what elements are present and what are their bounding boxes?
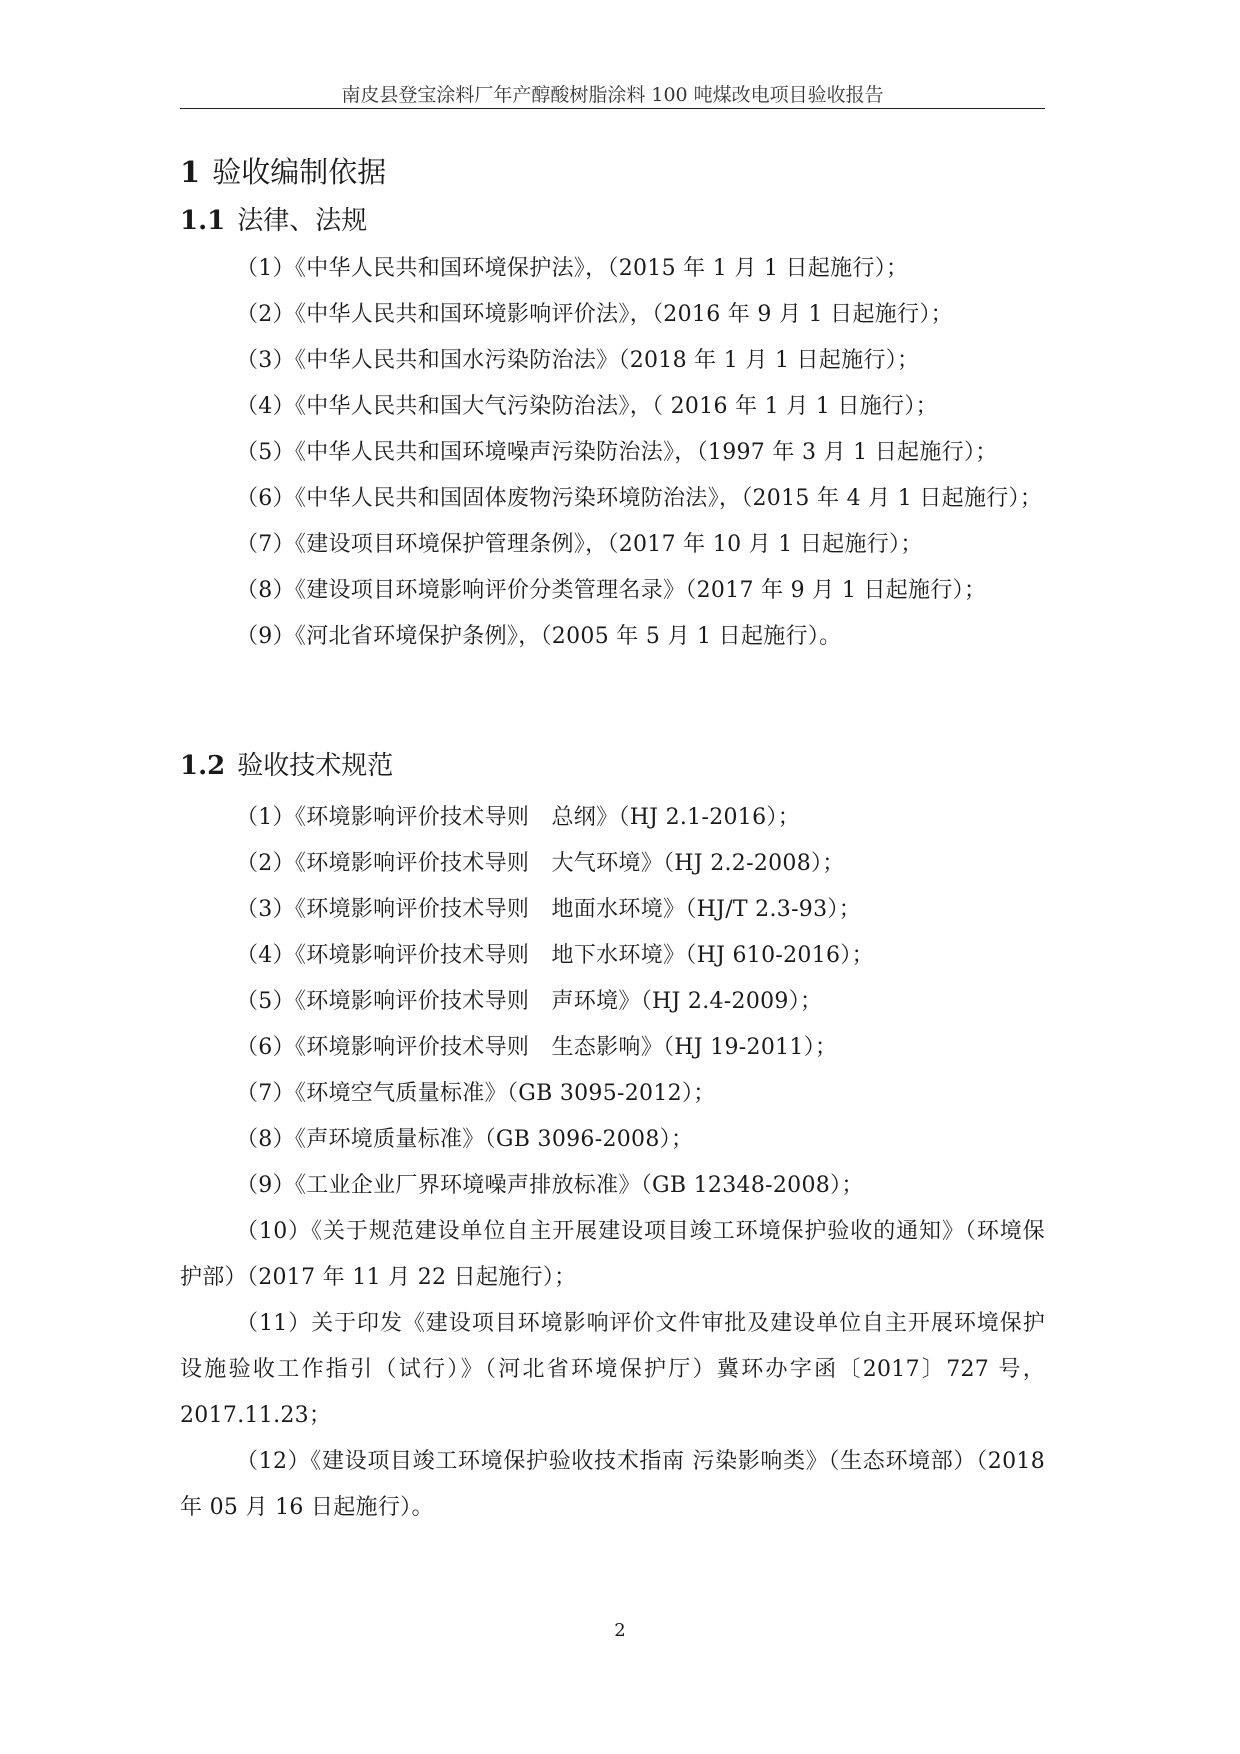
list-item: （6）《中华人民共和国固体废物污染环境防治法》，（2015 年 4 月 1 日起施行）； [236, 486, 1043, 511]
list-item: （8）《声环境质量标准》（GB 3096-2008）； [236, 1127, 694, 1152]
running-header: 南皮县登宝涂料厂年产醇酸树脂涂料 100 吨煤改电项目验收报告 [341, 84, 884, 106]
list-item: （3）《环境影响评价技术导则 地面水环境》（HJ/T 2.3-93）； [236, 897, 861, 922]
list-item: （11）关于印发《建设项目环境影响评价文件审批及建设单位自主开展环境保护设施验收工作指引（试行）》（河北省环境保护厅）冀环办字函〔2017〕727 号，2017.11.23； [180, 1311, 1045, 1428]
section-heading-1 [180, 150, 386, 191]
section-number: 1 [180, 155, 201, 189]
list-item: （2）《环境影响评价技术导则 大气环境》（HJ 2.2-2008）； [236, 851, 845, 876]
list-item: （5）《中华人民共和国环境噪声污染防治法》，（1997 年 3 月 1 日起施行）； [236, 440, 998, 465]
list-item: （1）《环境影响评价技术导则 总纲》（HJ 2.1-2016）； [236, 805, 801, 830]
header-divider [180, 108, 1045, 109]
list-item: （7）《环境空气质量标准》（GB 3095-2012）； [236, 1081, 716, 1106]
laws-regulations-list [180, 246, 1045, 660]
list-item: （9）《工业企业厂界环境噪声排放标准》（GB 12348-2008）； [236, 1173, 864, 1198]
list-item: （10）《关于规范建设单位自主开展建设项目竣工环境保护验收的通知》（环境保护部）（2017 年 11 月 22 日起施行）； [180, 1219, 1045, 1290]
section-number: 1.2 [180, 751, 226, 781]
list-item: （6）《环境影响评价技术导则 生态影响》（HJ 19-2011）； [236, 1035, 838, 1060]
list-item: （2）《中华人民共和国环境影响评价法》，（2016 年 9 月 1 日起施行）； [236, 302, 953, 327]
section-title: 验收技术规范 [237, 751, 394, 781]
section-title: 法律、法规 [237, 206, 368, 236]
list-item: （12）《建设项目竣工环境保护验收技术指南 污染影响类》（生态环境部）（2018 年 05 月 16 日起施行）。 [180, 1449, 1045, 1520]
list-item: （8）《建设项目环境影响评价分类管理名录》（2017 年 9 月 1 日起施行）； [236, 578, 987, 603]
list-item: （3）《中华人民共和国水污染防治法》（2018 年 1 月 1 日起施行）； [236, 348, 920, 373]
section-heading-1-1 [180, 200, 367, 237]
technical-standards-list [180, 795, 1045, 1531]
section-number: 1.1 [180, 206, 226, 236]
list-item: （9）《河北省环境保护条例》，（2005 年 5 月 1 日起施行）。 [236, 624, 842, 649]
list-item: （4）《环境影响评价技术导则 地下水环境》（HJ 610-2016）； [236, 943, 874, 968]
section-heading-1-2 [180, 745, 393, 782]
list-item: （5）《环境影响评价技术导则 声环境》（HJ 2.4-2009）； [236, 989, 823, 1014]
page-number: 2 [614, 1620, 626, 1641]
section-title: 验收编制依据 [212, 155, 387, 189]
list-item: （1）《中华人民共和国环境保护法》，（2015 年 1 月 1 日起施行）； [236, 256, 909, 281]
list-item: （4）《中华人民共和国大气污染防治法》，（ 2016 年 1 月 1 日施行）； [236, 394, 938, 419]
list-item: （7）《建设项目环境保护管理条例》，（2017 年 10 月 1 日起施行）； [236, 532, 923, 557]
